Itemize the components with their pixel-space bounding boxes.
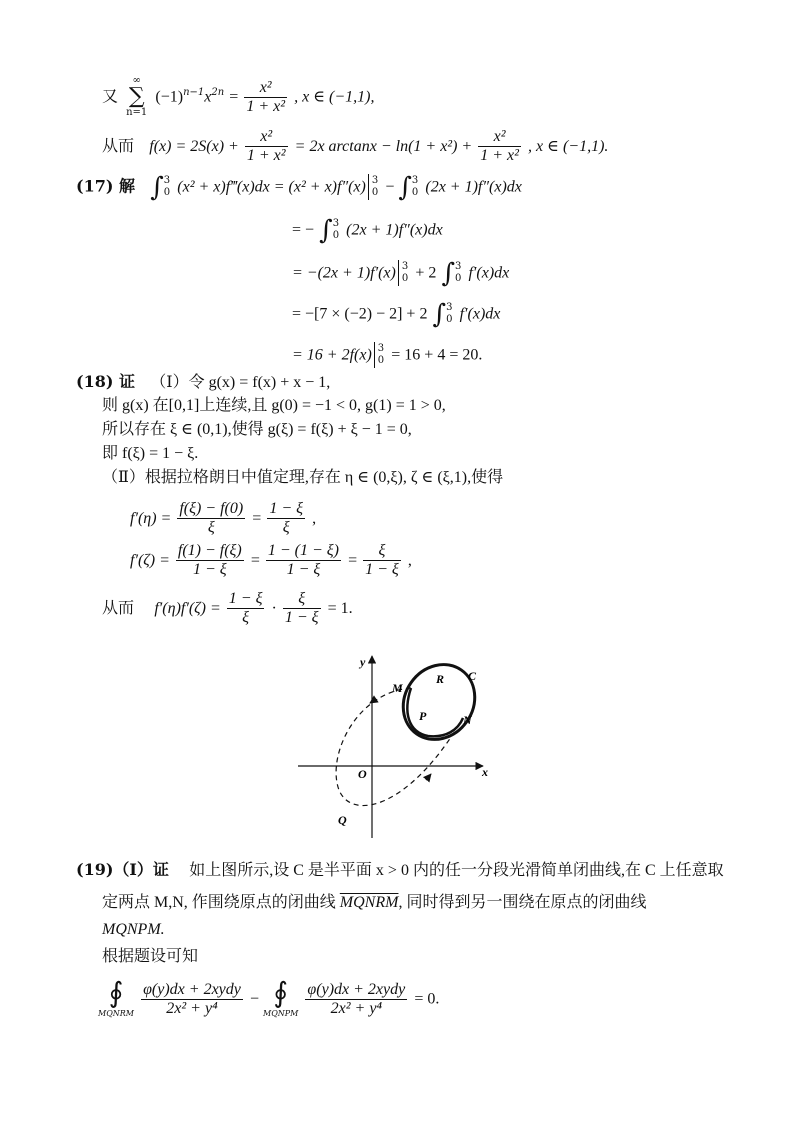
sum-lower: n=1: [126, 107, 148, 118]
problem-label: (19)（Ⅰ）证: [76, 860, 169, 879]
fraction: [245, 128, 288, 165]
problem-17-line-5: [292, 342, 482, 368]
text-line: 如上图所示,设 C 是半平面 x > 0 内的任一分段光滑简单闭曲线,在 C 上任意取: [189, 862, 724, 879]
sum-sign: ∞ ∑ n=1: [126, 75, 148, 118]
dot: ·: [271, 600, 281, 617]
problem-17-line-3: [292, 258, 510, 289]
expr: + 2: [415, 264, 437, 282]
domain-text: , x ∈ (−1,1),: [294, 88, 375, 106]
problem-17-line-4: [292, 299, 501, 330]
label-p: P: [419, 709, 427, 723]
problem-18-line-4: 即 f(ξ) = 1 − ξ.: [102, 445, 199, 462]
problem-18-line-6: [130, 500, 316, 537]
text-prefix: 从而: [102, 598, 135, 617]
expr: f′(ζ) =: [130, 552, 174, 569]
limits: 3 0: [163, 175, 171, 198]
origin-label: O: [358, 767, 367, 781]
expr: (2x + 1)f″(x)dx: [425, 178, 522, 196]
fraction: $\frac{\xi}{1 - \xi}$: [284, 590, 319, 626]
equals: =: [348, 552, 362, 569]
fraction: [478, 128, 521, 165]
text-line: （Ⅰ）令 g(x) = f(x) + x − 1,: [150, 374, 331, 391]
domain-text: , x ∈ (−1,1).: [528, 138, 609, 155]
problem-18-line-5: （Ⅱ）根据拉格朗日中值定理,存在 η ∈ (0,ξ), ζ ∈ (ξ,1),使得: [102, 469, 504, 486]
problem-17-line-1: [76, 172, 522, 203]
eval-bar: [374, 342, 375, 368]
fraction: $\frac{f(1) - f(\xi)}{1 - \xi}$: [177, 542, 242, 578]
problem-label: (18) 证: [76, 372, 135, 391]
text-prefix: 从而: [102, 136, 135, 155]
problem-18-line-3: 所以存在 ξ ∈ (0,1),使得 g(ξ) = f(ξ) + ξ − 1 = 0,: [102, 421, 412, 438]
text: 定两点 M,N, 作围绕原点的闭曲线: [102, 894, 340, 911]
expr: = −(2x + 1)f′(x): [292, 264, 396, 282]
minus: −: [385, 178, 399, 196]
integral-sign: ∫: [441, 258, 455, 289]
label-r: R: [436, 672, 445, 686]
text: , 同时得到另一围绕在原点的闭曲线: [398, 894, 647, 911]
problem-19-line-3: MQNPM.: [102, 921, 165, 938]
problem-17-line-2: [292, 215, 443, 246]
problem-label: (17) 解: [76, 176, 135, 196]
fraction: [244, 79, 287, 116]
problem-19-line-1: [76, 860, 724, 881]
fraction: $\frac{1 - \xi}{\xi}$: [228, 590, 263, 626]
denominator: 1 + x²: [480, 147, 519, 164]
series-line: [102, 76, 375, 118]
tail: = 0.: [414, 990, 440, 1008]
expr-a: f(x) = 2S(x) +: [149, 138, 243, 155]
fraction: $\frac{1 - (1 - \xi)}{1 - \xi}$: [267, 542, 339, 578]
expr: = −: [292, 221, 315, 239]
label-m: M: [392, 681, 403, 695]
problem-19-equation: [98, 978, 439, 1020]
expr: = 16 + 2f(x): [292, 346, 372, 364]
curve-c: [389, 652, 489, 753]
limits: 3 0: [332, 218, 340, 241]
limits: 3 0: [377, 343, 385, 366]
y-label: y: [360, 655, 366, 669]
label-n: N: [463, 713, 472, 727]
limits: 3 0: [411, 175, 419, 198]
text-prefix: 又: [102, 86, 119, 106]
x-label: x: [482, 765, 488, 779]
curve-name: MQNRM: [339, 894, 399, 911]
expr: = −[7 × (−2) − 2] + 2: [292, 305, 428, 323]
integral-sign: ∫: [319, 215, 333, 246]
exp2: 2n: [211, 87, 225, 99]
label-c: C: [468, 669, 477, 683]
limits: 3 0: [371, 175, 379, 198]
problem-18-line-1: [76, 372, 330, 393]
integral-sign: ∫: [432, 299, 447, 330]
curve-figure: [298, 652, 498, 842]
expr-b: = 2x arctanx − ln(1 + x²) +: [294, 138, 477, 155]
integral-sign: ∫: [398, 172, 412, 203]
limits: 3 0: [446, 302, 453, 325]
equals: =: [229, 88, 243, 106]
label-q: Q: [338, 813, 347, 827]
dashed-path: [336, 688, 463, 806]
conclusion-line: [102, 128, 608, 165]
integral-sign: ∫: [150, 172, 164, 203]
expr: f′(η)f′(ζ) =: [154, 600, 225, 617]
tail: = 1.: [327, 600, 353, 617]
numerator: x²: [245, 128, 288, 147]
fraction: $\frac{\text{φ(y)dx + 2xydy}}{\text{2x² + y⁴}}$: [143, 980, 241, 1017]
limits: 3 0: [401, 261, 409, 284]
minus: −: [249, 990, 263, 1008]
problem-18-line-8: [102, 590, 353, 627]
numerator: x²: [478, 128, 521, 147]
fraction: $\frac{\xi}{1 - \xi}$: [365, 542, 399, 578]
denominator: 1 + x²: [246, 97, 286, 115]
fraction: $\frac{1 - \xi}{\xi}$: [269, 500, 303, 536]
problem-18-line-7: [130, 542, 412, 579]
var-x: x: [204, 88, 212, 106]
contour-integral-1: ∮ MQNRM: [98, 976, 134, 1018]
expr: (2x + 1)f″(x)dx: [346, 221, 443, 239]
sum-upper: ∞: [132, 75, 141, 86]
problem-19-line-2: [102, 892, 646, 913]
fraction: $\frac{f(\xi) - f(0)}{\xi}$: [179, 500, 244, 536]
numerator: x²: [244, 79, 287, 98]
equals: =: [250, 552, 264, 569]
expr: f′(x)dx: [459, 305, 501, 323]
expr: f′(η) =: [130, 510, 176, 527]
tail: ,: [407, 552, 412, 569]
denominator: 1 + x²: [246, 147, 286, 164]
exp: n−1: [183, 87, 205, 99]
contour-integral-2: ∮ MQNPM: [263, 976, 299, 1018]
expr: f′(x)dx: [468, 264, 510, 282]
inner-arc: [407, 688, 463, 736]
sum-term: (−1): [155, 88, 184, 106]
equals: =: [252, 510, 266, 527]
expr: (x² + x)f‴(x)dx = (x² + x)f″(x): [177, 178, 366, 196]
fraction: $\frac{\text{φ(y)dx + 2xydy}}{\text{2x² + y⁴}}$: [307, 980, 406, 1017]
limits: 3 0: [455, 261, 462, 284]
eval-bar: [368, 174, 369, 200]
result: = 16 + 4 = 20.: [391, 346, 483, 364]
problem-19-line-4: 根据题设可知: [102, 946, 199, 965]
dashed-arrow-2: [426, 774, 431, 780]
problem-18-line-2: 则 g(x) 在[0,1]上连续,且 g(0) = −1 < 0, g(1) = 1 > 0,: [102, 397, 446, 414]
eval-bar: [398, 260, 399, 286]
tail: ,: [312, 510, 317, 527]
